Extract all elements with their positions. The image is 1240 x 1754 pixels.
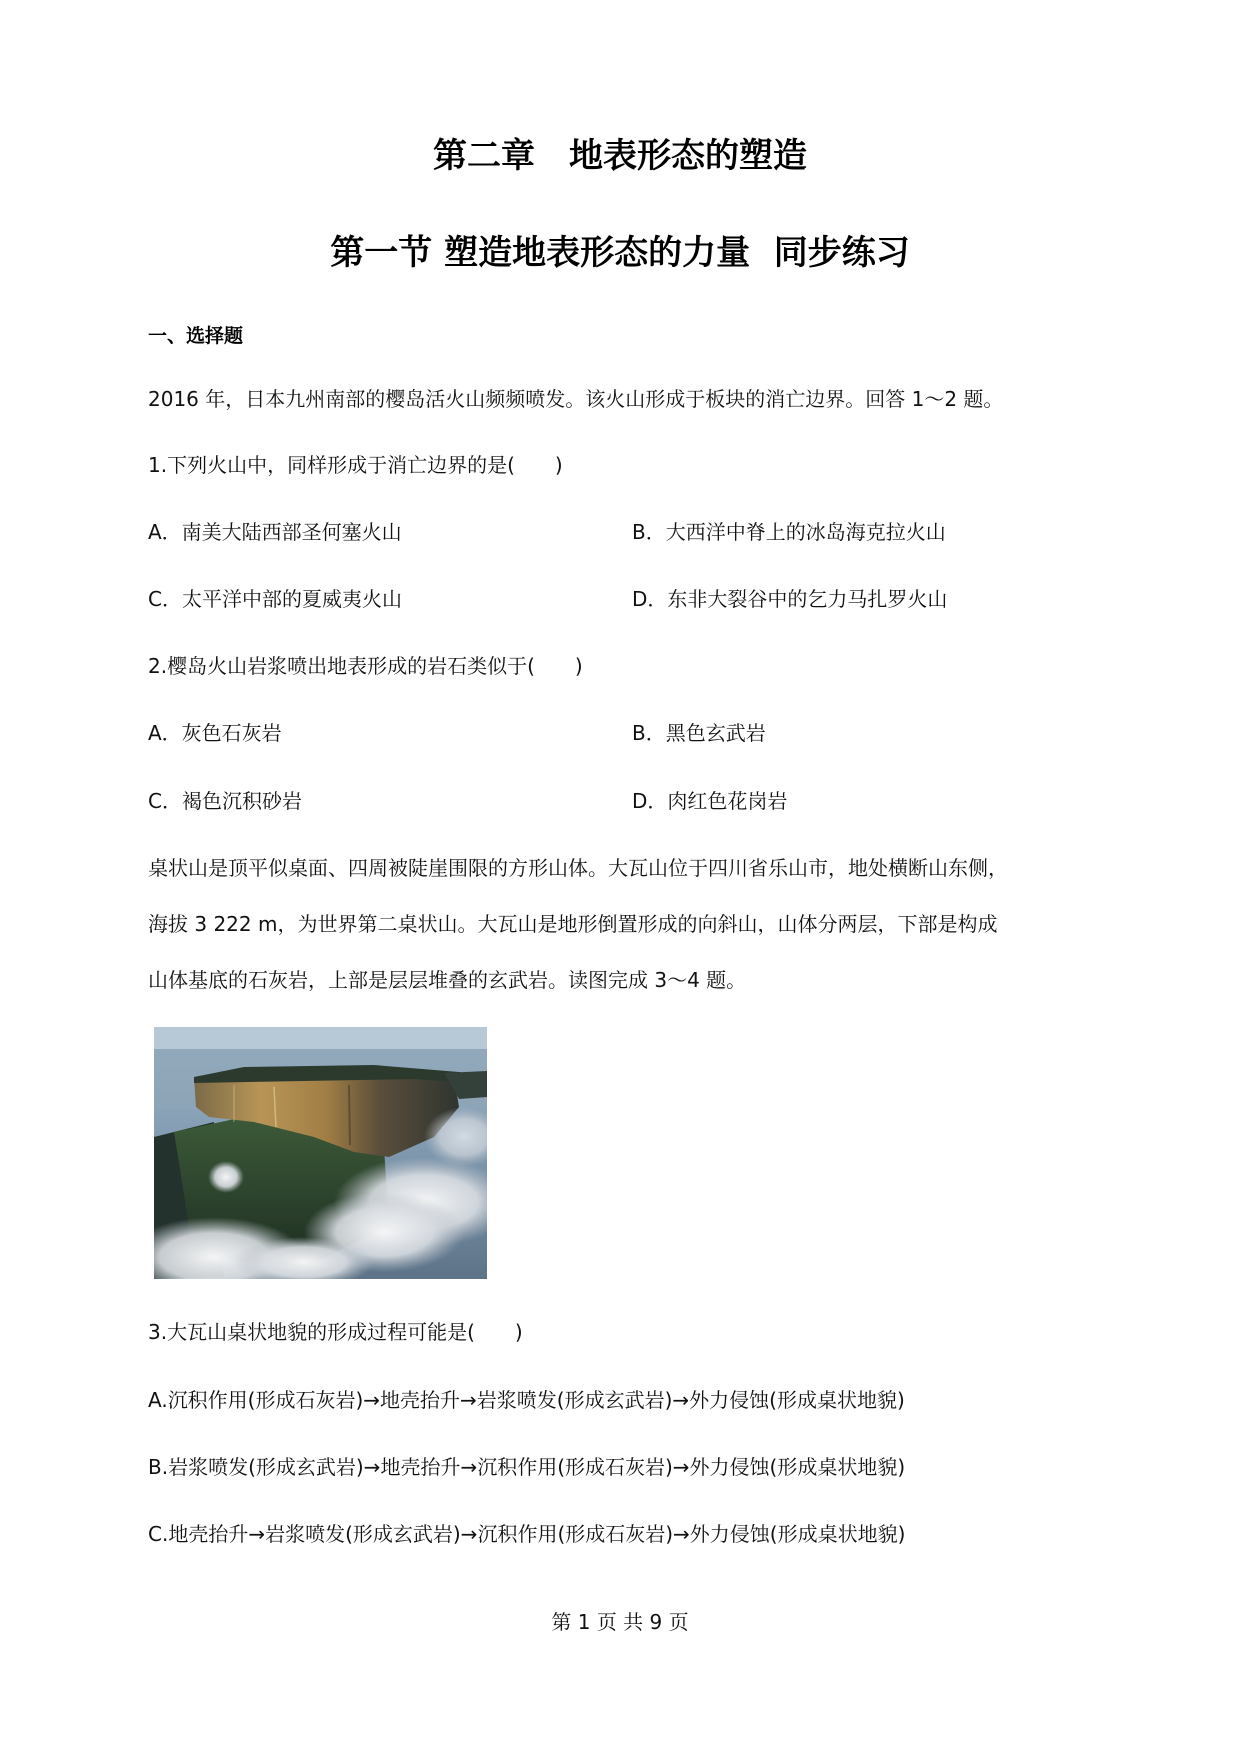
passage-2-line-3: 山体基底的石灰岩，上部是层层堆叠的玄武岩。读图完成 3～4 题。 xyxy=(148,968,747,992)
question-1-option-a: A．南美大陆西部圣何塞火山 xyxy=(148,520,402,544)
question-2-option-d: D．肉红色花岗岩 xyxy=(632,789,788,813)
passage-1: 2016 年，日本九州南部的樱岛活火山频频喷发。该火山形成于板块的消亡边界。回答 1～2 题。 xyxy=(148,387,1004,411)
question-2-option-b: B．黑色玄武岩 xyxy=(632,721,766,745)
section-title: 第一节 塑造地表形态的力量 同步练习 xyxy=(330,233,910,273)
chapter-title: 第二章 地表形态的塑造 xyxy=(433,136,807,176)
question-1-option-c: C．太平洋中部的夏威夷火山 xyxy=(148,587,402,611)
question-1-option-d: D．东非大裂谷中的乞力马扎罗火山 xyxy=(632,587,948,611)
question-1-stem: 1.下列火山中，同样形成于消亡边界的是( ) xyxy=(148,453,563,477)
question-3-option-c: C.地壳抬升→岩浆喷发(形成玄武岩)→沉积作用(形成石灰岩)→外力侵蚀(形成桌状地貌) xyxy=(148,1522,906,1546)
question-3-option-a: A.沉积作用(形成石灰岩)→地壳抬升→岩浆喷发(形成玄武岩)→外力侵蚀(形成桌状地貌) xyxy=(148,1388,905,1412)
question-1-option-b: B．大西洋中脊上的冰岛海克拉火山 xyxy=(632,520,946,544)
question-3-stem: 3.大瓦山桌状地貌的形成过程可能是( ) xyxy=(148,1320,523,1344)
passage-2-line-1: 桌状山是顶平似桌面、四周被陡崖围限的方形山体。大瓦山位于四川省乐山市，地处横断山东侧， xyxy=(148,856,1008,880)
question-2-option-a: A．灰色石灰岩 xyxy=(148,721,282,745)
table-mountain-photo xyxy=(154,1027,487,1279)
question-2-option-c: C．褐色沉积砂岩 xyxy=(148,789,302,813)
question-3-option-b: B.岩浆喷发(形成玄武岩)→地壳抬升→沉积作用(形成石灰岩)→外力侵蚀(形成桌状地貌) xyxy=(148,1455,906,1479)
passage-2-line-2: 海拔 3 222 m，为世界第二桌状山。大瓦山是地形倒置形成的向斜山，山体分两层，下部是构成 xyxy=(148,912,998,936)
part-heading: 一、选择题 xyxy=(148,325,244,347)
question-2-stem: 2.樱岛火山岩浆喷出地表形成的岩石类似于( ) xyxy=(148,654,583,678)
page-indicator: 第 1 页 共 9 页 xyxy=(551,1610,689,1634)
